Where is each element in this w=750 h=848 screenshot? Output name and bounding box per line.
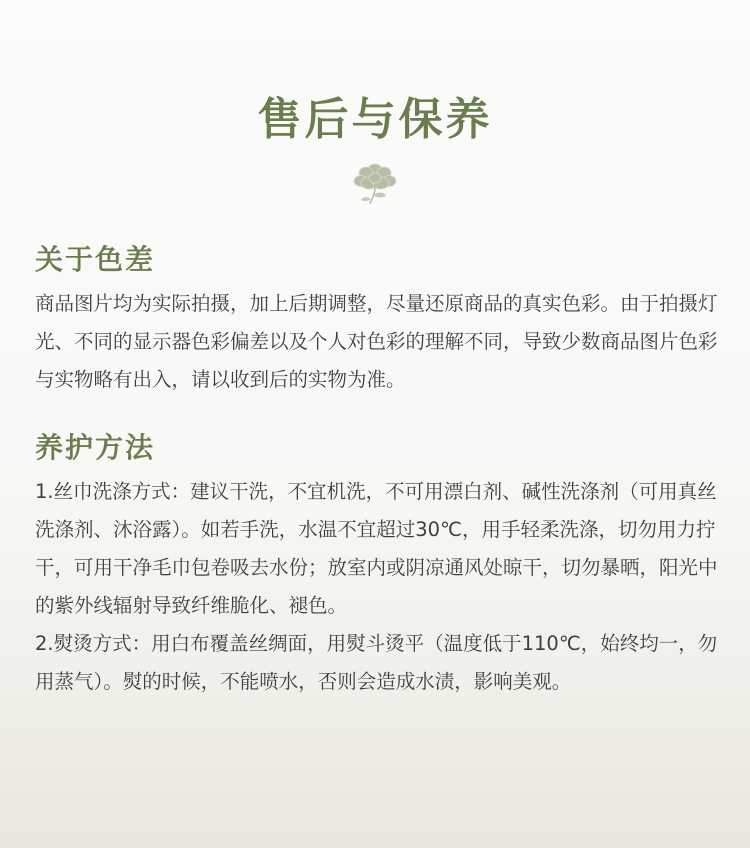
care-method-list (35, 473, 719, 701)
color-difference-text: 商品图片均为实际拍摄，加上后期调整，尽量还原商品的真实色彩。由于拍摄灯光、不同的显示器色彩偏差以及个人对色彩的理解不同，导致少数商品图片色彩与实物略有出入，请以收到后的实物为准。 (35, 292, 718, 391)
color-difference-heading: 关于色差 (35, 243, 156, 276)
flower-icon (351, 160, 399, 206)
care-method-heading: 养护方法 (35, 431, 156, 464)
care-item-washing: 1.丝巾洗涤方式：建议干洗，不宜机洗，不可用漂白剂、碱性洗涤剂（可用真丝洗涤剂、沐浴露）。如若手洗，水温不宜超过30℃，用手轻柔洗涤，切勿用力拧干，可用干净毛巾包卷吸去水份；放室内或阴凉通风处晾干，切勿暴晒，阳光中的紫外线辐射导致纤维脆化、褪色。 (35, 480, 718, 617)
care-item-ironing: 2.熨烫方式：用白布覆盖丝绸面，用熨斗烫平（温度低于110℃，始终均一，勿用蒸气）。熨的时候，不能喷水，否则会造成水渍，影响美观。 (35, 632, 718, 693)
page-title: 售后与保养 (257, 94, 493, 145)
